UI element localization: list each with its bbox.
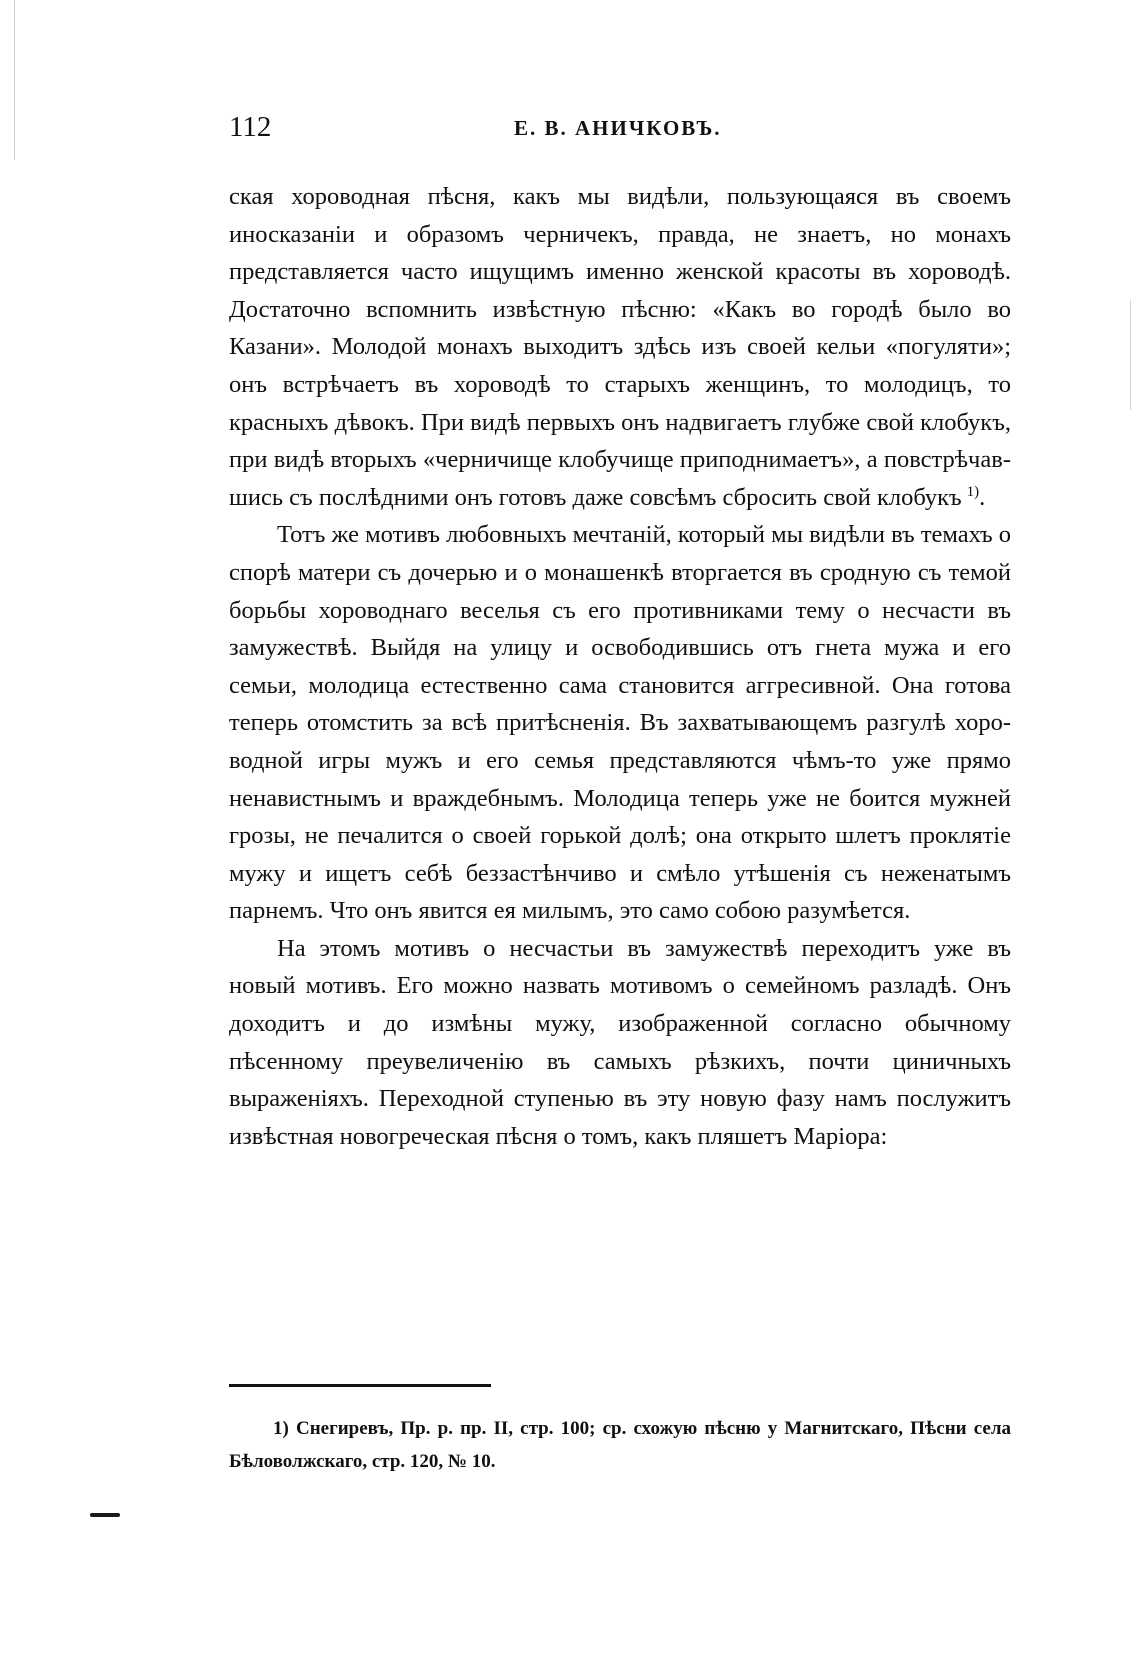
paragraph [229,178,1011,516]
footnote-reference: 1) [966,483,980,500]
running-head: Е. В. АНИЧКОВЪ. [514,116,722,140]
paragraph-end: . [979,483,986,511]
paragraph: На этомъ мотивъ о несчастьи въ замужествѣ переходитъ уже въ новый мотивъ. Его можно назвать мотивомъ о семейномъ разладѣ. Онъ доходитъ и до измѣны мужу, изображенной согласно обычному пѣсенному преувеличенію въ самыхъ рѣзкихъ, почти циничныхъ выраженіяхъ. Переходной ступенью въ эту новую фазу намъ послужитъ извѣстная новогреческая пѣсня о томъ, какъ пляшетъ Маріора: [229,934,1011,1150]
margin-mark [90,1513,120,1517]
scan-edge-mark [1130,300,1131,410]
scan-edge-mark [14,0,15,160]
paragraph-text: ская хороводная пѣсня, какъ мы видѣли, пользующаяся въ своемъ иносказаніи и образомъ черничекъ, правда, не знаетъ, но монахъ представляется часто ищущимъ именно женской красоты въ хороводѣ. Достаточно вспомнить извѣстную пѣсню: «Какъ во городѣ было во Казани». Молодой монахъ выходитъ здѣсь изъ своей кельи «погуляти»; онъ встрѣчаетъ въ хороводѣ то старыхъ женщинъ, то молодицъ, то красныхъ дѣвокъ. При видѣ первыхъ онъ надвигаетъ глубже свой клобукъ, при видѣ вторыхъ «черничище клобучище приподнимаетъ», а повстрѣчавшись съ послѣдними онъ готовъ даже совсѣмъ сбросить свой клобукъ [229,183,1011,511]
footnote-divider [229,1384,491,1387]
body-text [229,178,1011,1155]
page-number: 112 [229,111,272,143]
footnotes [229,1412,1011,1478]
paragraph: Тотъ же мотивъ любовныхъ мечтаній, который мы видѣли въ темахъ о спорѣ матери съ дочерью и о монашенкѣ вторгается въ сродную съ темой борьбы хороводнаго веселья съ его противниками тему о несчасти въ замужествѣ. Выйдя на улицу и освободившись отъ гнета мужа и его семьи, молодица естественно сама становится аггресивной. Она готова теперь отомстить за всѣ притѣсненія. Въ захватывающемъ разгулѣ хороводной игры мужъ и его семья представляются чѣмъ-то уже прямо ненавистнымъ и враждебнымъ. Молодица теперь уже не боится мужней грозы, не печалится о своей горькой долѣ; она открыто шлетъ проклятіе мужу и ищетъ себѣ беззастѣнчиво и смѣло утѣшенія съ неженатымъ парнемъ. Что онъ явится ея милымъ, это само собою разумѣется. [229,521,1011,925]
page-header [229,107,1019,147]
footnote: 1) Снегиревъ, Пр. р. пр. II, стр. 100; ср. схожую пѣсню у Магнитскаго, Пѣсни села Бѣловолжскаго, стр. 120, № 10. [229,1418,1011,1472]
